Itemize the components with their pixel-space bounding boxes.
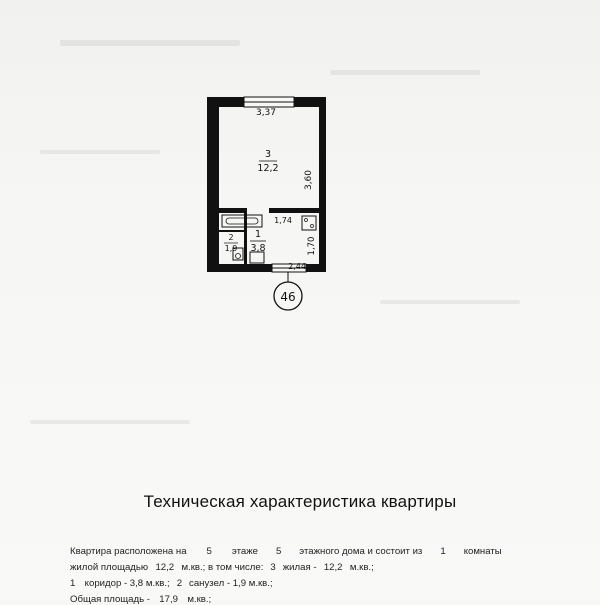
dim-room-height: 3,60 <box>304 169 314 191</box>
right-wall <box>319 97 326 269</box>
text-line-2: жилой площадью 12,2 м.кв.; в том числе: 3 жилая - 12,2 м.кв.; <box>70 562 374 573</box>
dim-top-width: 3,37 <box>255 108 277 118</box>
bathtub <box>222 215 262 227</box>
bathroom-wall-h <box>219 230 244 232</box>
room-2-area: 1,9 <box>224 244 238 253</box>
stove <box>302 216 316 230</box>
room-1-area: 3,8 <box>250 243 266 254</box>
room-2-number: 2 <box>228 233 234 242</box>
dim-corridor-width: 1,74 <box>274 216 292 225</box>
bathroom-wall <box>244 213 247 265</box>
room-1-number: 1 <box>254 229 262 240</box>
left-wall <box>207 97 219 269</box>
text-line-3: 1 коридор - 3,8 м.кв.; 2 санузел - 1,9 м.кв.; <box>70 578 273 589</box>
document-title: Техническая характеристика квартиры <box>143 492 457 511</box>
dim-corridor-height: 1,70 <box>307 236 317 256</box>
text-line-1: Квартира расположена на 5 этаже 5 этажного дома и состоит из 1 комнаты <box>70 546 502 557</box>
room-3-number: 3 <box>264 149 272 160</box>
door-opening <box>247 208 269 213</box>
text-line-4: Общая площадь - 17,9 м.кв.; <box>70 594 212 605</box>
bottom-wall <box>207 264 326 272</box>
dim-bottom-width: 2,44 <box>288 262 306 271</box>
room-3-area: 12,2 <box>257 163 279 174</box>
apartment-number: 46 <box>280 290 296 304</box>
